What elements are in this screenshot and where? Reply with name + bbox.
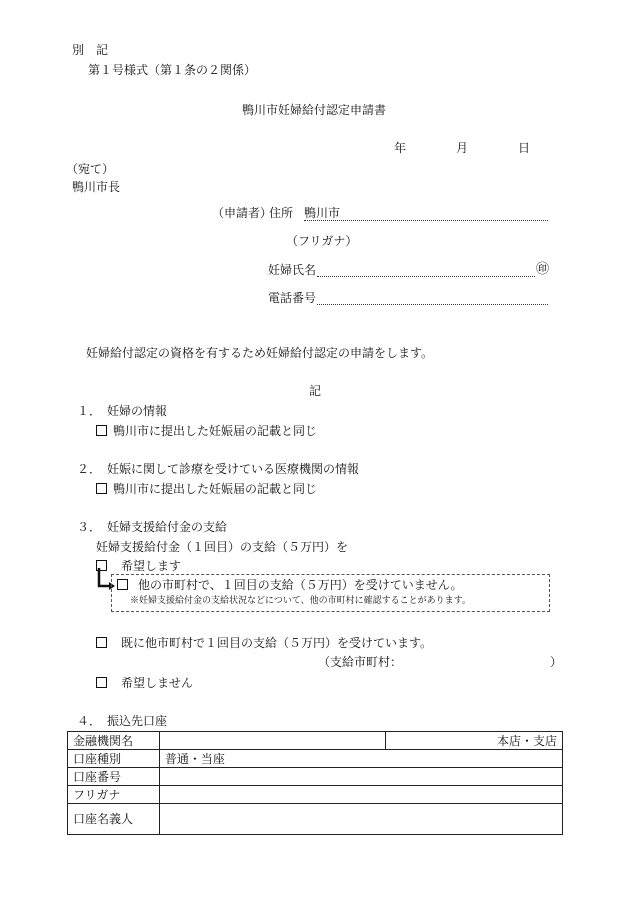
table-row — [68, 804, 563, 835]
sub-note: ※妊婦支援給付金の支給状況などについて、他の市町村に確認することがあります。 — [130, 596, 471, 606]
bank-label: 金融機関名 — [68, 732, 160, 750]
date-day-label: 日 — [518, 141, 531, 155]
section3-intro: 妊婦支援給付金（１回目）の支給（５万円）を — [96, 540, 349, 554]
betsuki-label: 別 記 — [72, 43, 109, 57]
phone-line[interactable] — [317, 304, 548, 305]
type-label: 口座種別 — [68, 750, 160, 768]
checkbox-icon[interactable] — [96, 637, 107, 648]
holder-label: 口座名義人 — [68, 804, 160, 835]
option-no-wish[interactable]: 希望しません — [96, 677, 193, 689]
furigana-row-label: フリガナ — [68, 786, 160, 804]
furigana-label: （フリガナ） — [286, 234, 358, 248]
phone-label: 電話番号 — [268, 291, 317, 305]
section4-heading: ４． 振込先口座 — [77, 714, 168, 728]
date-month-label: 月 — [456, 141, 469, 155]
bank-account-table — [67, 731, 563, 835]
table-row — [68, 786, 563, 804]
table-row — [68, 768, 563, 786]
number-label: 口座番号 — [68, 768, 160, 786]
sub-option[interactable]: 他の市町村で、１回目の支給（５万円）を受けていません。 — [117, 579, 462, 591]
date-year-label: 年 — [394, 141, 407, 155]
section1-option[interactable]: 鴨川市に提出した妊娠届の記載と同じ — [96, 425, 317, 437]
option-wish[interactable]: 希望します — [96, 560, 181, 572]
section2-option[interactable]: 鴨川市に提出した妊娠届の記載と同じ — [96, 483, 317, 495]
table-row — [68, 750, 563, 768]
branch-label[interactable]: 本店・支店 — [386, 732, 563, 750]
holder-input[interactable] — [159, 804, 562, 835]
number-input[interactable] — [159, 768, 562, 786]
address-line — [304, 220, 548, 221]
option-already[interactable]: 既に他市町村で１回目の支給（５万円）を受けています。 — [96, 637, 432, 649]
checkbox-icon[interactable] — [117, 579, 128, 590]
name-label: 妊婦氏名 — [268, 263, 317, 277]
checkbox-icon[interactable] — [96, 677, 107, 688]
address-label: 住所 — [269, 206, 294, 220]
addressee-prefix: （宛て） — [66, 162, 115, 176]
furigana-input[interactable] — [159, 786, 562, 804]
declaration-text: 妊婦給付認定の資格を有するため妊婦給付認定の申請をします。 — [86, 346, 434, 360]
section1-heading: １． 妊婦の情報 — [77, 404, 168, 418]
address-value[interactable]: 鴨川市 — [304, 206, 341, 220]
seal-mark: ㊞ — [536, 262, 550, 277]
applicant-label: （申請者） — [212, 206, 273, 220]
checkbox-icon[interactable] — [96, 425, 107, 436]
name-line[interactable] — [317, 276, 535, 277]
addressee: 鴨川市長 — [72, 180, 121, 194]
paid-city-label: （支給市町村： — [318, 655, 403, 669]
paid-city-close: ） — [550, 655, 563, 669]
bank-input[interactable] — [159, 732, 385, 750]
table-row — [68, 732, 563, 750]
form-number: 第１号様式（第１条の２関係） — [88, 63, 257, 77]
ki-label: 記 — [309, 384, 322, 398]
page-title: 鴨川市妊婦給付認定申請書 — [242, 103, 387, 117]
checkbox-icon[interactable] — [96, 483, 107, 494]
type-value[interactable]: 普通・当座 — [159, 750, 562, 768]
section2-heading: ２． 妊娠に関して診療を受けている医療機関の情報 — [77, 462, 360, 476]
section3-heading: ３． 妊婦支援給付金の支給 — [77, 520, 228, 534]
